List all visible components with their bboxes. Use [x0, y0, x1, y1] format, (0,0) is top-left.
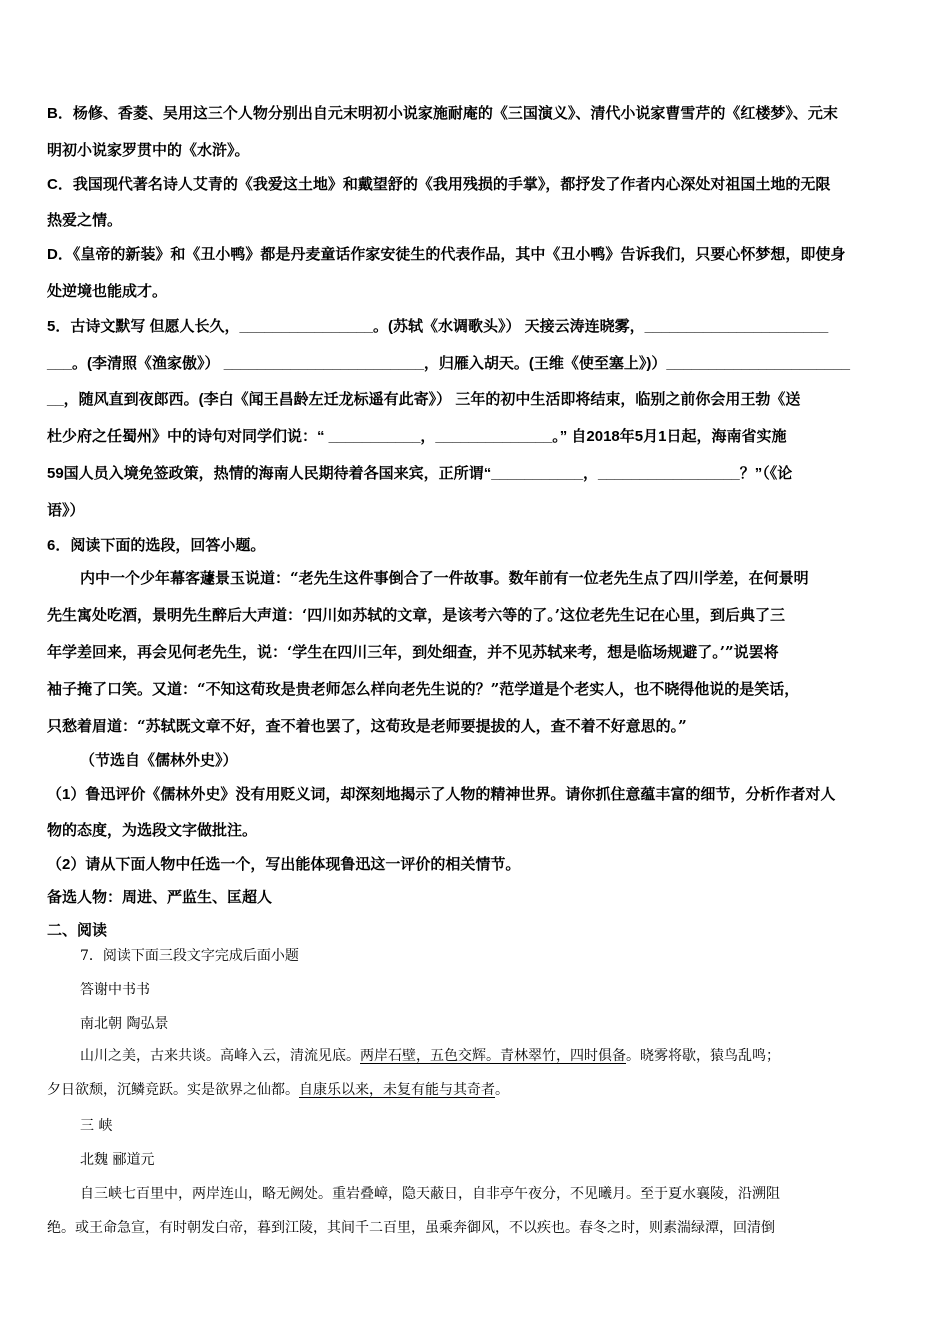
option-d: D．《皇帝的新装》和《丑小鸭》都是丹麦童话作家安徒生的代表作品，其中《丑小鸭》告诉我们，只要心怀梦想，即使身 — [47, 246, 846, 263]
q6-candidates: 备选人物：周进、严监生、匡超人 — [47, 889, 273, 906]
q6-passage-line-2: 先生寓处吃酒，景明先生醉后大声道：‘四川如苏轼的文章，是该考六等的了。’这位老先生记在心里，到后典了三 — [47, 606, 785, 624]
q6-source: （节选自《儒林外史》） — [80, 752, 238, 769]
text1-author: 南北朝 陶弘景 — [80, 1016, 169, 1032]
q5-line-1: 5．古诗文默写 但愿人长久，________________。(苏轼《水调歌头》） 天接云涛连晓雾，______________________ — [47, 318, 829, 335]
text2-title: 三 峡 — [80, 1118, 113, 1134]
text1-line-1-part-c: 。晓雾将歇，猿鸟乱鸣； — [626, 1048, 780, 1064]
text1-line-2 — [47, 1080, 905, 1100]
text2-line-2: 绝。或王命急宣，有时朝发白帝，暮到江陵，其间千二百里，虽乘奔御风，不以疾也。春冬之时，则素湍绿潭，回清倒 — [47, 1220, 775, 1236]
q6-passage-line-5: 只愁着眉道：“苏轼既文章不好，查不着也罢了，这荀玫是老师要提拔的人，查不着不好意思的。” — [47, 717, 687, 735]
text2-author: 北魏 郦道元 — [80, 1152, 155, 1168]
text2-line-1: 自三峡七百里中，两岸连山，略无阙处。重岩叠嶂，隐天蔽日，自非亭午夜分，不见曦月。至于夏水襄陵，沿溯阻 — [80, 1186, 780, 1202]
option-b-cont: 明初小说家罗贯中的《水浒》。 — [47, 142, 250, 159]
q6-passage-line-1: 内中一个少年幕客蘧景玉说道：“老先生这件事倒合了一件故事。数年前有一位老先生点了四川学差，在何景明 — [80, 569, 809, 587]
q6-subq-1-cont: 物的态度，为选段文字做批注。 — [47, 822, 258, 839]
text1-line-1-part-a: 山川之美，古来共谈。高峰入云，清流见底。 — [80, 1048, 360, 1064]
q6-passage-line-4: 袖子掩了口笑。又道：“不知这荀玫是贵老师怎么样向老先生说的？”范学道是个老实人，也不晓得他说的是笑话， — [47, 680, 800, 698]
q6-subq-1: （1）鲁迅评价《儒林外史》没有用贬义词，却深刻地揭示了人物的精神世界。请你抓住意蕴丰富的细节，分析作者对人 — [47, 786, 836, 803]
q5-line-6: 语》） — [47, 502, 85, 519]
q5-line-3: __，随风直到夜郎西。(李白《闻王昌龄左迁龙标遥有此寄》） 三年的初中生活即将结束，临别之前你会用王勃《送 — [47, 391, 801, 408]
q5-line-2: ___。(李清照《渔家傲》） ________________________，归雁入胡天。(王维《使至塞上》)）______________________ — [47, 355, 850, 372]
q5-line-4: 杜少府之任蜀州》中的诗句对同学们说：“ ___________，______________。” 自2018年5月1日起，海南省实施 — [47, 428, 787, 445]
q6-title: 6．阅读下面的选段，回答小题。 — [47, 537, 266, 554]
text1-line-2-part-a: 夕日欲颓，沉鳞竞跃。实是欲界之仙都。 — [47, 1082, 299, 1098]
underlined-phrase-1: 两岸石壁，五色交辉。青林翠竹，四时俱备 — [360, 1048, 626, 1064]
option-c-cont: 热爱之情。 — [47, 212, 123, 229]
q6-passage-line-3: 年学差回来，再会见何老先生，说：‘学生在四川三年，到处细查，并不见苏轼来考，想是临场规避了。’”说罢将 — [47, 643, 779, 661]
q6-subq-2: （2）请从下面人物中任选一个，写出能体现鲁迅这一评价的相关情节。 — [47, 856, 521, 873]
option-c: C．我国现代著名诗人艾青的《我爱这土地》和戴望舒的《我用残损的手掌》，都抒发了作者内心深处对祖国土地的无限 — [47, 176, 831, 193]
q7-title: 7．阅读下面三段文字完成后面小题 — [80, 948, 299, 964]
section-2-heading: 二、阅读 — [47, 922, 108, 939]
q5-line-5: 59国人员入境免签政策，热情的海南人民期待着各国来宾，正所谓“___________，_________________？”（《论 — [47, 465, 793, 482]
text1-line-2-part-c: 。 — [495, 1082, 509, 1098]
text1-line-1 — [80, 1046, 905, 1066]
option-b: B．杨修、香菱、吴用这三个人物分别出自元末明初小说家施耐庵的《三国演义》、清代小说家曹雪芹的《红楼梦》、元末 — [47, 105, 838, 122]
text1-title: 答谢中书书 — [80, 982, 150, 998]
underlined-phrase-2: 自康乐以来，未复有能与其奇者 — [299, 1082, 495, 1098]
option-d-cont: 处逆境也能成才。 — [47, 283, 168, 300]
